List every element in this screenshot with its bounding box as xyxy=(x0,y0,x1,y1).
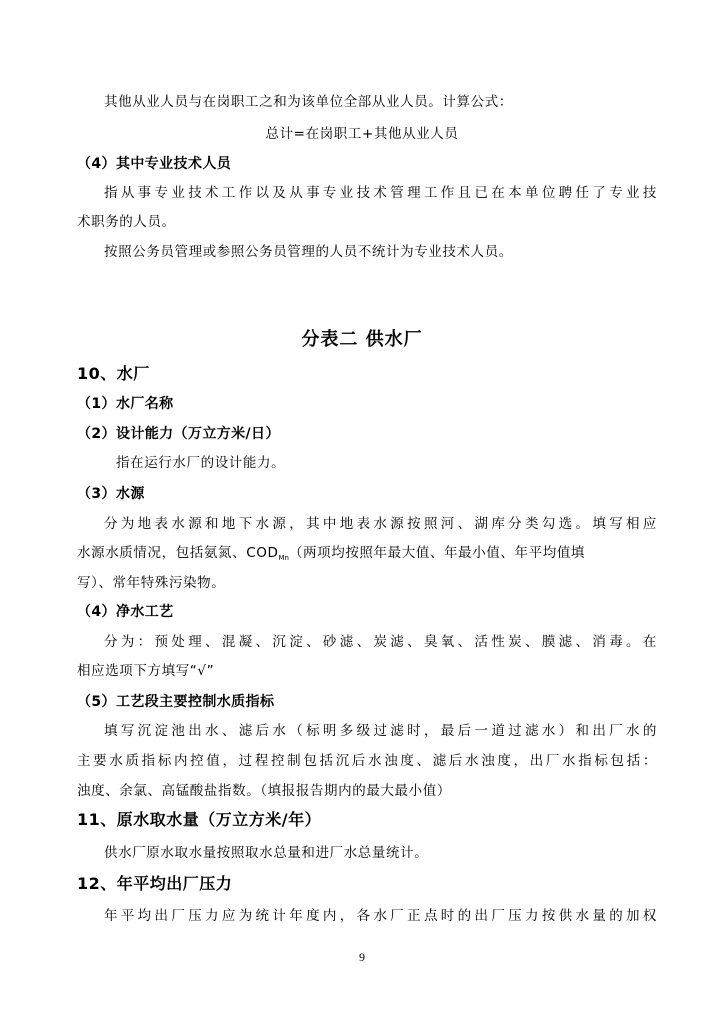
paragraph-line: 分为：预处理、混凝、沉淀、砂滤、炭滤、臭氧、活性炭、膜滤、消毒。在 xyxy=(104,634,657,650)
subsection-heading-staff: （4）其中专业技术人员 xyxy=(77,156,232,172)
table-title: 分表二 供水厂 xyxy=(301,329,423,350)
paragraph-line: 指从事专业技术工作以及从事专业技术管理工作且已在本单位聘任了专业技 xyxy=(104,185,657,201)
subscript: Mn xyxy=(278,554,289,562)
paragraph-line: 浊度、余氯、高锰酸盐指数。（填报报告期内的最大最小值） xyxy=(77,783,451,799)
paragraph-line: 供水厂原水取水量按照取水总量和进厂水总量统计。 xyxy=(104,845,429,861)
page-number: 9 xyxy=(359,950,365,964)
subsection-heading: （1）水厂名称 xyxy=(77,396,174,412)
section-heading-12: 12、年平均出厂压力 xyxy=(77,874,233,893)
paragraph-line: 写）、常年特殊污染物。 xyxy=(77,575,226,591)
paragraph-line: 术职务的人员。 xyxy=(77,214,176,230)
subsection-heading: （5）工艺段主要控制水质指标 xyxy=(77,694,275,710)
subsection-heading: （2）设计能力（万立方米/日） xyxy=(77,426,280,442)
paragraph-line: 其他从业人员与在岗职工之和为该单位全部从业人员。计算公式： xyxy=(104,94,513,110)
paragraph-line-with-subscript xyxy=(77,543,657,568)
subsection-heading: （4）净水工艺 xyxy=(77,604,174,620)
paragraph-line: 相应选项下方填写“√” xyxy=(77,663,215,679)
paragraph-line: 指在运行水厂的设计能力。 xyxy=(116,455,286,471)
paragraph-line: 主要水质指标内控值，过程控制包括沉后水浊度、滤后水浊度，出厂水指标包括： xyxy=(77,753,657,769)
text-segment: 水源水质情况，包括氨氮、COD xyxy=(77,545,279,561)
text-segment: （两项均按照年最大值、年最小值、年平均值填 xyxy=(288,545,586,561)
paragraph-line: 分为地表水源和地下水源，其中地表水源按照河、湖库分类勾选。填写相应 xyxy=(104,516,657,532)
paragraph-line: 填写沉淀池出水、滤后水（标明多级过滤时，最后一道过滤水）和出厂水的 xyxy=(104,723,657,739)
section-heading-11: 11、原水取水量（万立方米/年） xyxy=(77,810,322,829)
paragraph-line: 按照公务员管理或参照公务员管理的人员不统计为专业技术人员。 xyxy=(104,244,513,260)
formula-line: 总计=在岗职工+其他从业人员 xyxy=(265,126,459,142)
paragraph-line: 年平均出厂压力应为统计年度内，各水厂正点时的出厂压力按供水量的加权 xyxy=(104,908,657,924)
subsection-heading: （3）水源 xyxy=(77,486,145,502)
section-heading-10: 10、水厂 xyxy=(77,364,150,383)
